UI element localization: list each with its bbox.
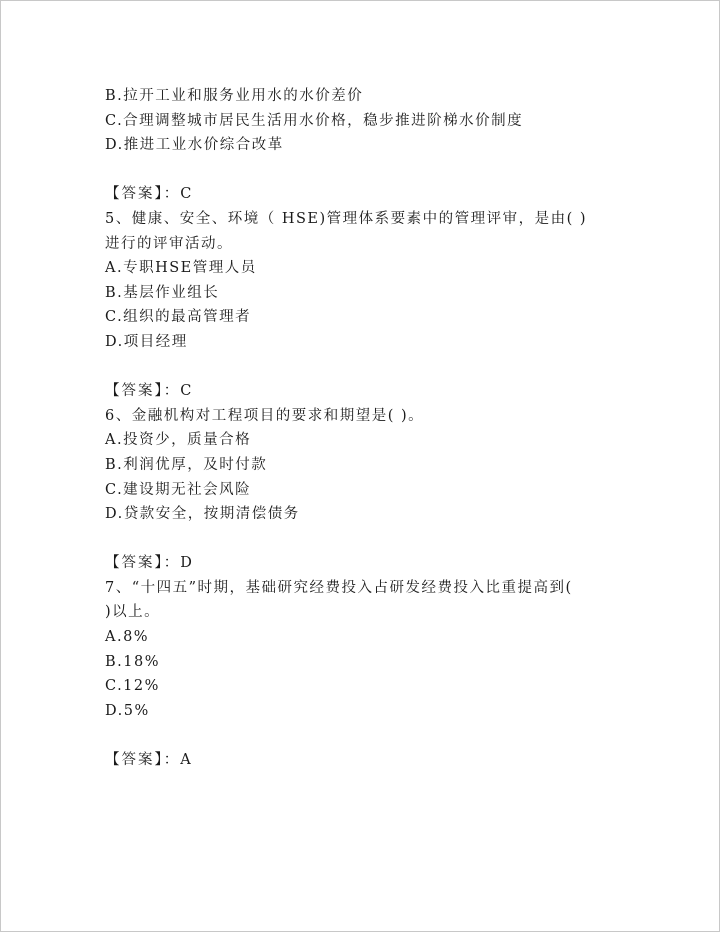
option-line: C.合理调整城市居民生活用水价格，稳步推进阶梯水价制度 xyxy=(105,112,524,129)
question-line: 进行的评审活动。 xyxy=(105,235,233,252)
answer-line: 【答案】：A xyxy=(105,752,193,769)
option-line: C.12% xyxy=(105,678,160,695)
option-line: B.18% xyxy=(105,653,160,670)
option-line: A.投资少，质量合格 xyxy=(105,432,252,449)
question-line: 5、健康、安全、环境（ HSE)管理体系要素中的管理评审，是由( ) xyxy=(105,210,588,227)
option-line: A.8% xyxy=(105,629,150,646)
document-content xyxy=(105,84,625,773)
question-line: 7、“十四五”时期，基础研究经费投入占研发经费投入比重提高到( xyxy=(105,579,573,596)
option-line: B.拉开工业和服务业用水的水价差价 xyxy=(105,88,364,104)
line-gap xyxy=(105,355,625,380)
option-line: B.利润优厚，及时付款 xyxy=(105,456,268,473)
answer-line: 【答案】：C xyxy=(105,383,194,400)
option-line: D.推进工业水价综合改革 xyxy=(105,137,284,154)
answer-line: 【答案】：D xyxy=(105,555,194,572)
option-line: D.贷款安全，按期清偿债务 xyxy=(105,506,300,523)
answer-line: 【答案】：C xyxy=(105,186,194,203)
option-line: D.项目经理 xyxy=(105,333,188,350)
option-line: C.组织的最高管理者 xyxy=(105,309,252,326)
question-line: 6、金融机构对工程项目的要求和期望是( )。 xyxy=(105,407,425,424)
line-gap xyxy=(105,527,625,552)
option-line: A.专职HSE管理人员 xyxy=(105,260,257,277)
line-gap xyxy=(105,723,625,748)
question-line: )以上。 xyxy=(105,604,161,621)
line-gap xyxy=(105,158,625,183)
option-line: B.基层作业组长 xyxy=(105,284,220,301)
option-line: C.建设期无社会风险 xyxy=(105,481,252,498)
option-line: D.5% xyxy=(105,702,150,719)
